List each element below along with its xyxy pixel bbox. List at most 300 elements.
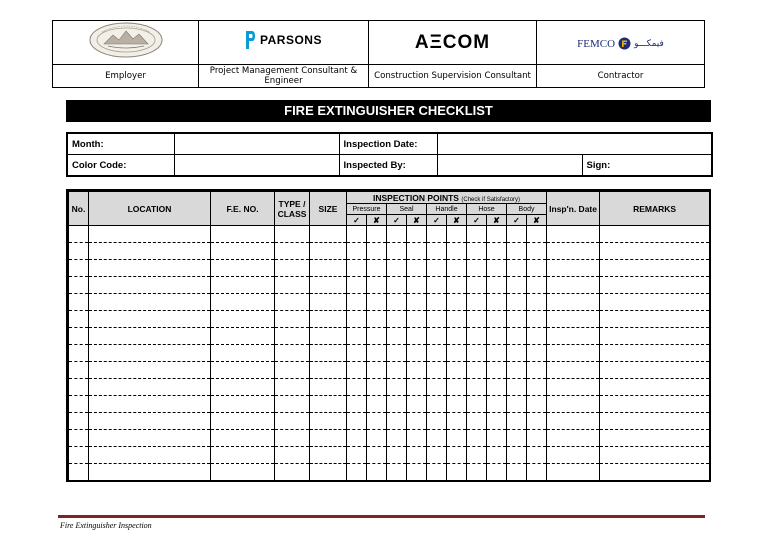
table-row	[69, 311, 710, 328]
table-cell[interactable]	[89, 328, 211, 345]
table-cell[interactable]	[69, 464, 89, 481]
inspected-by-label: Inspected By:	[339, 155, 437, 177]
footer-divider	[58, 515, 705, 518]
table-cell[interactable]	[69, 226, 89, 243]
table-cell[interactable]	[367, 277, 387, 294]
table-cell[interactable]	[310, 294, 347, 311]
table-cell[interactable]	[211, 311, 275, 328]
table-cell[interactable]	[387, 464, 407, 481]
inspection-grid	[66, 189, 711, 482]
table-cell[interactable]	[427, 277, 447, 294]
table-cell[interactable]	[467, 277, 487, 294]
table-cell[interactable]	[527, 413, 547, 430]
table-cell[interactable]	[467, 362, 487, 379]
table-cell[interactable]	[69, 277, 89, 294]
table-cell[interactable]	[487, 430, 507, 447]
table-cell[interactable]	[407, 430, 427, 447]
table-cell[interactable]	[69, 328, 89, 345]
table-cell[interactable]	[547, 345, 600, 362]
table-cell[interactable]	[407, 396, 427, 413]
table-cell[interactable]	[447, 362, 467, 379]
table-cell[interactable]	[507, 311, 527, 328]
table-cell[interactable]	[69, 413, 89, 430]
table-cell[interactable]	[367, 396, 387, 413]
table-cell[interactable]	[487, 311, 507, 328]
table-cell[interactable]	[387, 396, 407, 413]
table-row	[69, 413, 710, 430]
table-cell[interactable]	[275, 311, 310, 328]
sign-field[interactable]	[582, 155, 712, 177]
table-cell[interactable]	[467, 379, 487, 396]
table-cell[interactable]	[310, 243, 347, 260]
table-cell[interactable]	[387, 345, 407, 362]
table-cell[interactable]	[347, 464, 367, 481]
table-cell[interactable]	[275, 226, 310, 243]
table-cell[interactable]	[547, 362, 600, 379]
table-cell[interactable]	[211, 243, 275, 260]
table-cell[interactable]	[310, 226, 347, 243]
table-cell[interactable]	[69, 447, 89, 464]
table-cell[interactable]	[527, 362, 547, 379]
table-cell[interactable]	[467, 345, 487, 362]
table-row	[69, 362, 710, 379]
table-cell[interactable]	[487, 447, 507, 464]
checklist-title: FIRE EXTINGUISHER CHECKLIST	[66, 100, 711, 122]
table-cell[interactable]	[89, 413, 211, 430]
table-cell[interactable]	[407, 226, 427, 243]
table-cell[interactable]	[367, 226, 387, 243]
table-cell[interactable]	[211, 277, 275, 294]
table-cell[interactable]	[367, 243, 387, 260]
inspected-by-field[interactable]	[437, 155, 582, 177]
table-cell[interactable]	[367, 345, 387, 362]
table-cell[interactable]	[487, 379, 507, 396]
table-cell[interactable]	[211, 294, 275, 311]
col-fe-no-header: F.E. NO.	[211, 192, 275, 226]
table-cell[interactable]	[275, 413, 310, 430]
table-cell[interactable]	[467, 464, 487, 481]
table-cell[interactable]	[547, 464, 600, 481]
table-cell[interactable]	[89, 379, 211, 396]
col-location-header: LOCATION	[89, 192, 211, 226]
table-cell[interactable]	[407, 379, 427, 396]
table-cell[interactable]	[211, 413, 275, 430]
table-cell[interactable]	[600, 413, 710, 430]
table-cell[interactable]	[447, 447, 467, 464]
table-cell[interactable]	[507, 294, 527, 311]
table-cell[interactable]	[547, 430, 600, 447]
table-cell[interactable]	[447, 413, 467, 430]
table-cell[interactable]	[507, 243, 527, 260]
table-cell[interactable]	[427, 413, 447, 430]
table-cell[interactable]	[447, 243, 467, 260]
table-cell[interactable]	[527, 311, 547, 328]
table-cell[interactable]	[387, 328, 407, 345]
table-cell[interactable]	[69, 362, 89, 379]
table-cell[interactable]	[89, 345, 211, 362]
table-row	[69, 226, 710, 243]
table-cell[interactable]	[600, 430, 710, 447]
table-cell[interactable]	[89, 226, 211, 243]
table-cell[interactable]	[347, 345, 367, 362]
table-cell[interactable]	[487, 413, 507, 430]
table-cell[interactable]	[600, 311, 710, 328]
table-cell[interactable]	[467, 447, 487, 464]
table-cell[interactable]	[600, 345, 710, 362]
table-row	[69, 447, 710, 464]
table-cell[interactable]	[310, 464, 347, 481]
table-cell[interactable]	[547, 396, 600, 413]
table-cell[interactable]	[507, 226, 527, 243]
table-cell[interactable]	[407, 294, 427, 311]
table-cell[interactable]	[275, 294, 310, 311]
table-cell[interactable]	[89, 430, 211, 447]
table-cell[interactable]	[347, 226, 367, 243]
table-cell[interactable]	[310, 277, 347, 294]
table-cell[interactable]	[427, 260, 447, 277]
table-cell[interactable]	[527, 345, 547, 362]
table-cell[interactable]	[387, 447, 407, 464]
color-code-field[interactable]	[174, 155, 339, 177]
table-cell[interactable]	[427, 379, 447, 396]
table-cell[interactable]	[407, 464, 427, 481]
table-cell[interactable]	[600, 328, 710, 345]
table-cell[interactable]	[310, 396, 347, 413]
table-cell[interactable]	[69, 243, 89, 260]
table-cell[interactable]	[89, 464, 211, 481]
table-cell[interactable]	[367, 294, 387, 311]
table-cell[interactable]	[89, 362, 211, 379]
table-cell[interactable]	[211, 464, 275, 481]
point-header-hose: Hose	[467, 204, 507, 215]
table-cell[interactable]	[387, 362, 407, 379]
table-cell[interactable]	[600, 294, 710, 311]
table-cell[interactable]	[447, 379, 467, 396]
table-cell[interactable]	[447, 464, 467, 481]
table-cell[interactable]	[547, 260, 600, 277]
femco-logo-text: FEMCO	[577, 37, 616, 50]
table-cell[interactable]	[387, 260, 407, 277]
table-cell[interactable]	[527, 430, 547, 447]
table-cell[interactable]	[407, 311, 427, 328]
cross-mark-header: ✘	[527, 215, 547, 226]
table-cell[interactable]	[387, 430, 407, 447]
table-cell[interactable]	[89, 294, 211, 311]
table-cell[interactable]	[507, 447, 527, 464]
table-cell[interactable]	[427, 464, 447, 481]
table-cell[interactable]	[467, 413, 487, 430]
check-mark-header: ✓	[347, 215, 367, 226]
table-cell[interactable]	[367, 464, 387, 481]
table-cell[interactable]	[547, 226, 600, 243]
table-cell[interactable]	[347, 413, 367, 430]
table-cell[interactable]	[547, 413, 600, 430]
table-cell[interactable]	[275, 277, 310, 294]
check-mark-header: ✓	[427, 215, 447, 226]
table-cell[interactable]	[347, 396, 367, 413]
table-cell[interactable]	[487, 294, 507, 311]
table-cell[interactable]	[447, 328, 467, 345]
table-cell[interactable]	[527, 294, 547, 311]
table-cell[interactable]	[547, 294, 600, 311]
table-cell[interactable]	[347, 243, 367, 260]
table-cell[interactable]	[310, 430, 347, 447]
table-cell[interactable]	[69, 345, 89, 362]
table-cell[interactable]	[487, 464, 507, 481]
table-cell[interactable]	[387, 294, 407, 311]
table-cell[interactable]	[89, 311, 211, 328]
table-cell[interactable]	[367, 328, 387, 345]
table-cell[interactable]	[407, 362, 427, 379]
table-cell[interactable]	[427, 294, 447, 311]
sign-label: Sign:	[586, 159, 611, 171]
table-cell[interactable]	[211, 345, 275, 362]
table-cell[interactable]	[467, 226, 487, 243]
table-row	[69, 396, 710, 413]
cross-mark-header: ✘	[447, 215, 467, 226]
table-cell[interactable]	[310, 362, 347, 379]
table-cell[interactable]	[367, 379, 387, 396]
table-cell[interactable]	[347, 362, 367, 379]
table-cell[interactable]	[367, 413, 387, 430]
table-cell[interactable]	[427, 311, 447, 328]
table-cell[interactable]	[69, 260, 89, 277]
table-cell[interactable]	[387, 379, 407, 396]
table-cell[interactable]	[310, 447, 347, 464]
table-cell[interactable]	[600, 396, 710, 413]
table-cell[interactable]	[507, 379, 527, 396]
table-cell[interactable]	[275, 243, 310, 260]
table-cell[interactable]	[367, 260, 387, 277]
table-cell[interactable]	[69, 294, 89, 311]
table-cell[interactable]	[427, 430, 447, 447]
table-cell[interactable]	[89, 447, 211, 464]
table-cell[interactable]	[367, 430, 387, 447]
table-cell[interactable]	[89, 243, 211, 260]
table-cell[interactable]	[447, 311, 467, 328]
table-cell[interactable]	[427, 226, 447, 243]
table-cell[interactable]	[507, 396, 527, 413]
table-cell[interactable]	[600, 379, 710, 396]
table-cell[interactable]	[69, 379, 89, 396]
table-cell[interactable]	[507, 277, 527, 294]
table-cell[interactable]	[211, 226, 275, 243]
table-cell[interactable]	[427, 328, 447, 345]
table-cell[interactable]	[211, 260, 275, 277]
table-cell[interactable]	[211, 379, 275, 396]
table-cell[interactable]	[527, 379, 547, 396]
table-cell[interactable]	[487, 243, 507, 260]
table-cell[interactable]	[387, 311, 407, 328]
table-cell[interactable]	[211, 447, 275, 464]
month-field[interactable]	[174, 133, 339, 155]
table-cell[interactable]	[387, 413, 407, 430]
table-cell[interactable]	[527, 260, 547, 277]
table-cell[interactable]	[211, 396, 275, 413]
femco-logo	[577, 37, 664, 50]
femco-logo-arabic: فيمكـــو	[634, 38, 664, 49]
table-cell[interactable]	[547, 277, 600, 294]
table-cell[interactable]	[407, 328, 427, 345]
table-cell[interactable]	[467, 294, 487, 311]
table-cell[interactable]	[310, 345, 347, 362]
table-cell[interactable]	[310, 260, 347, 277]
table-cell[interactable]	[347, 260, 367, 277]
table-cell[interactable]	[527, 464, 547, 481]
col-size-header: SIZE	[310, 192, 347, 226]
table-cell[interactable]	[407, 413, 427, 430]
table-cell[interactable]	[487, 277, 507, 294]
table-cell[interactable]	[275, 464, 310, 481]
table-cell[interactable]	[447, 260, 467, 277]
color-code-label: Color Code:	[67, 155, 174, 177]
point-header-body: Body	[507, 204, 547, 215]
table-cell[interactable]	[347, 447, 367, 464]
table-cell[interactable]	[427, 345, 447, 362]
table-cell[interactable]	[407, 345, 427, 362]
table-cell[interactable]	[275, 379, 310, 396]
table-cell[interactable]	[427, 447, 447, 464]
table-cell[interactable]	[507, 464, 527, 481]
table-cell[interactable]	[527, 328, 547, 345]
table-cell[interactable]	[310, 328, 347, 345]
table-cell[interactable]	[487, 362, 507, 379]
table-cell[interactable]	[89, 260, 211, 277]
table-cell[interactable]	[275, 345, 310, 362]
inspection-date-field[interactable]	[437, 133, 712, 155]
table-cell[interactable]	[467, 328, 487, 345]
table-cell[interactable]	[310, 311, 347, 328]
parsons-logo-text: PARSONS	[260, 33, 322, 47]
table-cell[interactable]	[600, 226, 710, 243]
table-cell[interactable]	[275, 260, 310, 277]
table-cell[interactable]	[275, 430, 310, 447]
col-type-class-header: TYPE / CLASS	[275, 192, 310, 226]
table-cell[interactable]	[547, 379, 600, 396]
table-cell[interactable]	[600, 464, 710, 481]
parsons-logo-cell	[199, 21, 369, 65]
femco-emblem-icon	[618, 37, 631, 50]
table-cell[interactable]	[89, 277, 211, 294]
table-cell[interactable]	[600, 362, 710, 379]
table-cell[interactable]	[467, 396, 487, 413]
point-header-pressure: Pressure	[347, 204, 387, 215]
table-cell[interactable]	[347, 430, 367, 447]
table-cell[interactable]	[427, 396, 447, 413]
table-row	[69, 277, 710, 294]
table-cell[interactable]	[527, 396, 547, 413]
table-cell[interactable]	[387, 226, 407, 243]
table-cell[interactable]	[427, 362, 447, 379]
parsons-logo	[245, 30, 322, 50]
table-cell[interactable]	[487, 396, 507, 413]
table-cell[interactable]	[447, 277, 467, 294]
table-cell[interactable]	[69, 311, 89, 328]
table-cell[interactable]	[507, 413, 527, 430]
table-cell[interactable]	[347, 277, 367, 294]
table-cell[interactable]	[527, 226, 547, 243]
table-cell[interactable]	[275, 328, 310, 345]
table-cell[interactable]	[367, 362, 387, 379]
table-cell[interactable]	[547, 311, 600, 328]
month-label: Month:	[67, 133, 174, 155]
footer-text: Fire Extinguisher Inspection	[60, 521, 152, 530]
table-cell[interactable]	[507, 430, 527, 447]
table-cell[interactable]	[69, 396, 89, 413]
table-cell[interactable]	[407, 447, 427, 464]
table-cell[interactable]	[347, 379, 367, 396]
table-cell[interactable]	[600, 243, 710, 260]
aecom-logo-cell	[369, 21, 537, 65]
inspection-points-note: (Check if Satisfactory)	[461, 196, 521, 203]
table-cell[interactable]	[467, 311, 487, 328]
table-cell[interactable]	[407, 277, 427, 294]
table-cell[interactable]	[310, 379, 347, 396]
table-cell[interactable]	[487, 260, 507, 277]
table-cell[interactable]	[211, 430, 275, 447]
table-cell[interactable]	[487, 226, 507, 243]
table-cell[interactable]	[527, 277, 547, 294]
table-cell[interactable]	[367, 311, 387, 328]
table-cell[interactable]	[600, 260, 710, 277]
table-cell[interactable]	[347, 311, 367, 328]
table-cell[interactable]	[547, 328, 600, 345]
table-row	[69, 328, 710, 345]
table-cell[interactable]	[275, 362, 310, 379]
table-cell[interactable]	[211, 328, 275, 345]
table-cell[interactable]	[367, 447, 387, 464]
table-cell[interactable]	[69, 430, 89, 447]
pmc-caption: Project Management Consultant & Engineer	[199, 65, 369, 88]
table-cell[interactable]	[447, 294, 467, 311]
table-cell[interactable]	[447, 430, 467, 447]
table-cell[interactable]	[600, 447, 710, 464]
table-cell[interactable]	[407, 243, 427, 260]
table-cell[interactable]	[467, 260, 487, 277]
table-cell[interactable]	[600, 277, 710, 294]
table-cell[interactable]	[527, 243, 547, 260]
table-cell[interactable]	[387, 243, 407, 260]
table-cell[interactable]	[347, 294, 367, 311]
table-cell[interactable]	[527, 447, 547, 464]
table-cell[interactable]	[507, 362, 527, 379]
table-cell[interactable]	[275, 396, 310, 413]
table-cell[interactable]	[447, 396, 467, 413]
table-cell[interactable]	[447, 226, 467, 243]
table-cell[interactable]	[427, 243, 447, 260]
table-cell[interactable]	[310, 413, 347, 430]
table-cell[interactable]	[487, 328, 507, 345]
table-cell[interactable]	[507, 260, 527, 277]
table-cell[interactable]	[467, 243, 487, 260]
table-cell[interactable]	[407, 260, 427, 277]
table-cell[interactable]	[387, 277, 407, 294]
table-cell[interactable]	[487, 345, 507, 362]
table-cell[interactable]	[347, 328, 367, 345]
table-cell[interactable]	[547, 447, 600, 464]
table-cell[interactable]	[547, 243, 600, 260]
table-cell[interactable]	[507, 328, 527, 345]
table-cell[interactable]	[507, 345, 527, 362]
table-cell[interactable]	[275, 447, 310, 464]
table-cell[interactable]	[447, 345, 467, 362]
check-mark-header: ✓	[467, 215, 487, 226]
employer-seal-icon	[88, 21, 164, 59]
table-cell[interactable]	[467, 430, 487, 447]
check-mark-header: ✓	[507, 215, 527, 226]
table-cell[interactable]	[211, 362, 275, 379]
table-cell[interactable]	[89, 396, 211, 413]
